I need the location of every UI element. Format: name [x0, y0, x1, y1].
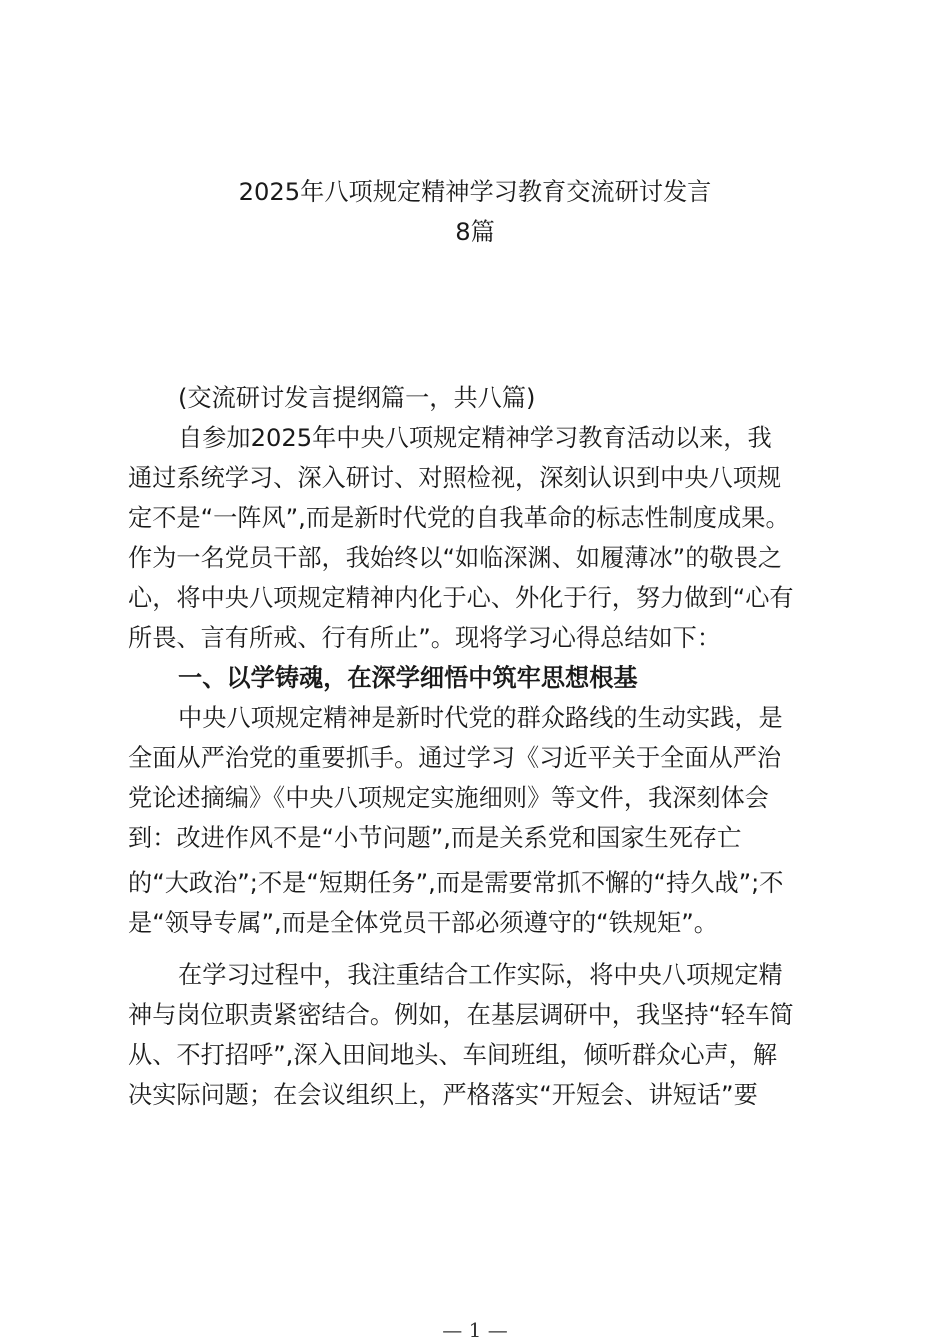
paragraph-line: 党论述摘编》《中央八项规定实施细则》等文件，我深刻体会 [128, 784, 769, 812]
paragraph-line: 全面从严治党的重要抓手。通过学习《习近平关于全面从严治 [128, 744, 782, 772]
paragraph-line: 心，将中央八项规定精神内化于心、外化于行，努力做到“心有 [128, 584, 794, 612]
paragraph-line: 通过系统学习、深入研讨、对照检视，深刻认识到中央八项规 [128, 464, 782, 492]
paragraph-line: 定不是“一阵风”,而是新时代党的自我革命的标志性制度成果。 [128, 504, 790, 532]
paragraph-line: 作为一名党员干部，我始终以“如临深渊、如履薄冰”的敬畏之 [128, 544, 782, 572]
page-number: — 1 — [442, 1318, 508, 1342]
paragraph-line: 的“大政治”;不是“短期任务”,而是需要常抓不懈的“持久战”;不 [128, 869, 784, 897]
document-title [120, 172, 830, 252]
document-body [128, 378, 833, 1115]
paragraph-2 [128, 698, 833, 943]
paragraph-3 [128, 955, 833, 1115]
section-heading-1: 一、以学铸魂，在深学细悟中筑牢思想根基 [178, 664, 638, 692]
paragraph-line: 自参加2025年中央八项规定精神学习教育活动以来，我 [178, 424, 772, 452]
title-line-1: 2025年八项规定精神学习教育交流研讨发言 [238, 178, 712, 206]
paragraph-line: 在学习过程中，我注重结合工作实际，将中央八项规定精 [178, 961, 783, 989]
subtitle: (交流研讨发言提纲篇一，共八篇) [178, 384, 536, 412]
paragraph-line: 决实际问题；在会议组织上，严格落实“开短会、讲短话”要 [128, 1081, 758, 1109]
paragraph-line: 从、不打招呼”,深入田间地头、车间班组，倾听群众心声，解 [128, 1041, 778, 1069]
title-line-2: 8篇 [455, 218, 495, 246]
paragraph-line: 是“领导专属”,而是全体党员干部必须遵守的“铁规矩”。 [128, 909, 718, 937]
paragraph-line: 中央八项规定精神是新时代党的群众路线的生动实践，是 [178, 704, 783, 732]
paragraph-line: 所畏、言有所戒、行有所止”。现将学习心得总结如下： [128, 624, 722, 652]
paragraph-line: 神与岗位职责紧密结合。例如，在基层调研中，我坚持“轻车简 [128, 1001, 794, 1029]
paragraph-line: 到：改进作风不是“小节问题”,而是关系党和国家生死存亡 [128, 824, 742, 852]
paragraph-1 [128, 418, 833, 658]
